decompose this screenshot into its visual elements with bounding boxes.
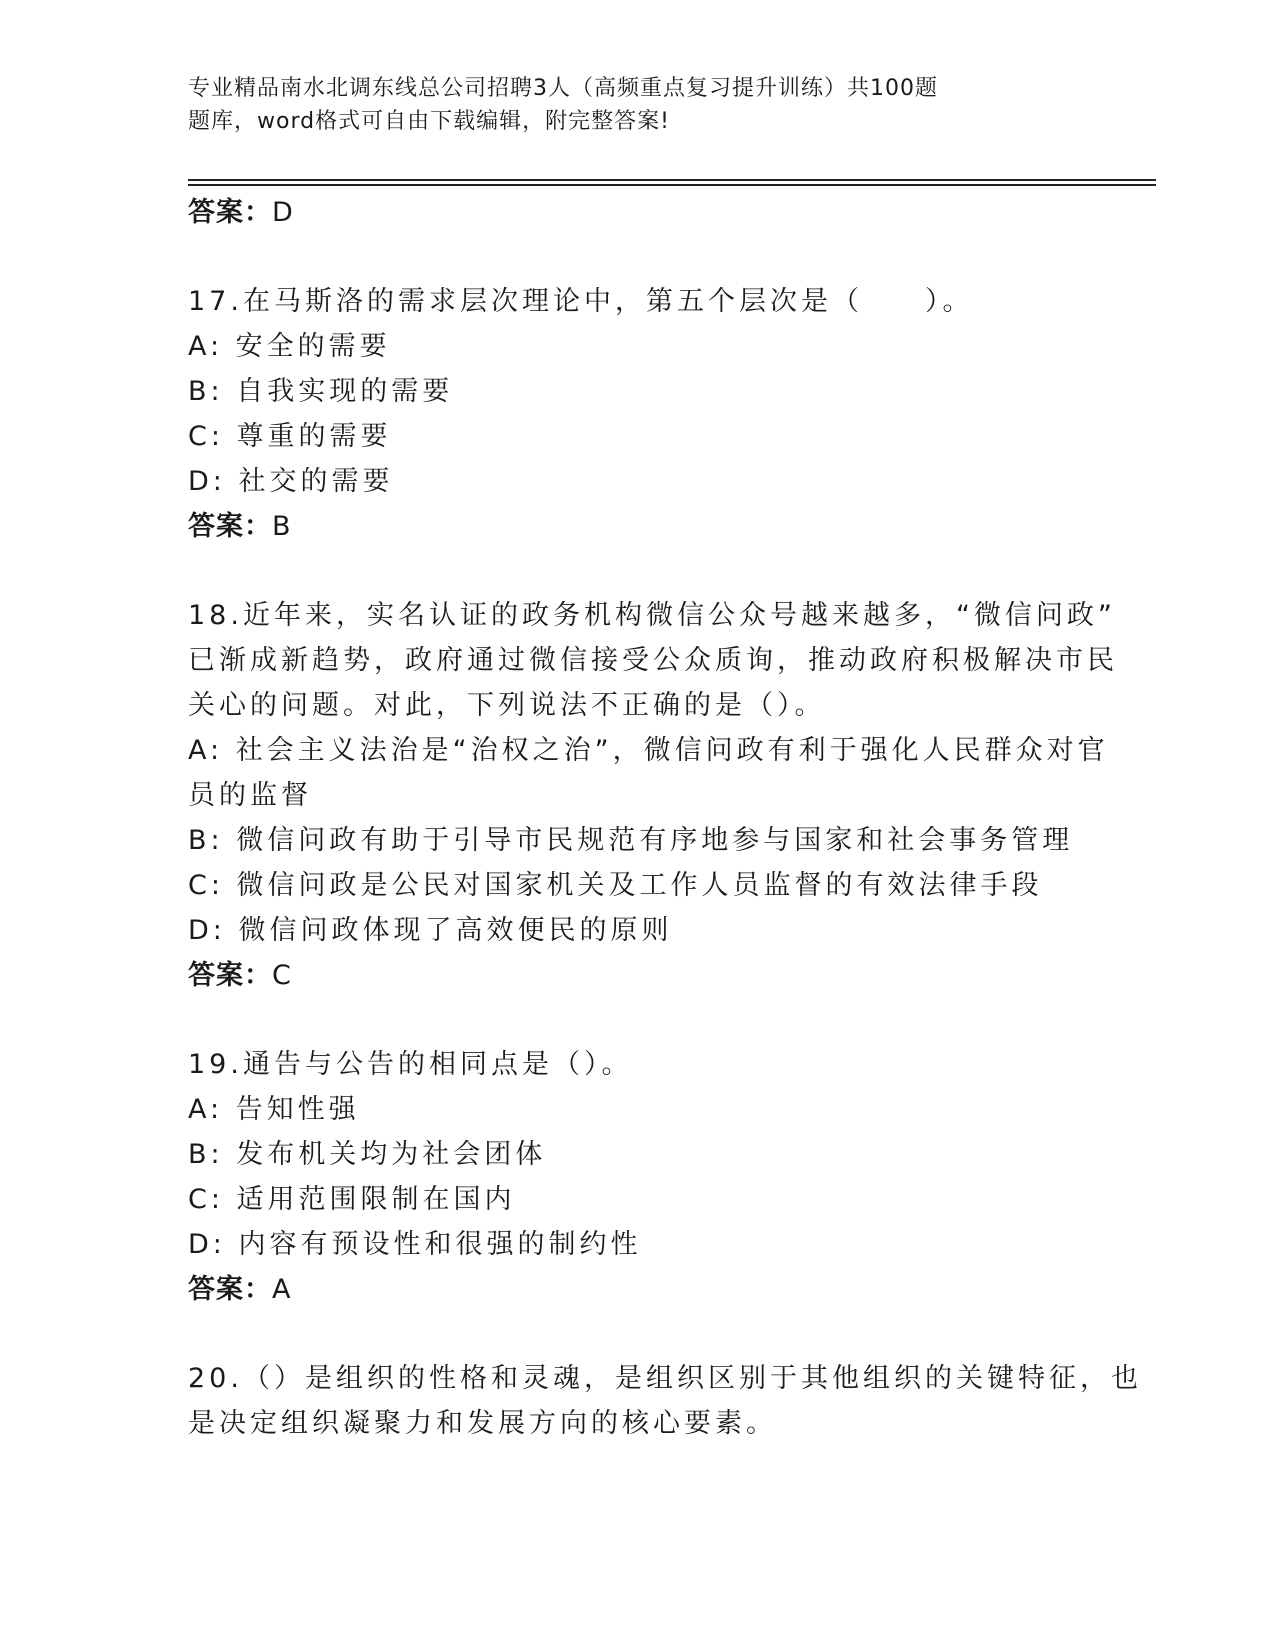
question-gap [188, 999, 1088, 1042]
answer-value: B [272, 511, 292, 542]
option-item: B: 发布机关均为社会团体 [188, 1139, 547, 1170]
question-text: 18.近年来，实名认证的政务机构微信公众号越来越多，“微信问政” [188, 600, 1116, 631]
option-item: A: 社会主义法治是“治权之治”，微信问政有利于强化人民群众对官 [188, 735, 1109, 766]
option-item: B: 自我实现的需要 [188, 376, 454, 407]
question-text: 19.通告与公告的相同点是（）。 [188, 1049, 633, 1080]
option-item: B: 微信问政有助于引导市民规范有序地参与国家和社会事务管理 [188, 825, 1074, 856]
answer-line [188, 190, 1088, 236]
option-item: D: 微信问政体现了高效便民的原则 [188, 915, 673, 946]
question-gap [188, 550, 1088, 593]
option-item: A: 安全的需要 [188, 331, 391, 362]
header-line-2: 题库，word格式可自由下载编辑，附完整答案! [188, 109, 670, 134]
answer-value: A [272, 1274, 292, 1305]
question-gap [188, 236, 1088, 279]
questions-container [188, 236, 1142, 1446]
answer-label: 答案： [188, 960, 272, 991]
option-continuation: 员的监督 [188, 780, 312, 811]
option-item: C: 微信问政是公民对国家机关及工作人员监督的有效法律手段 [188, 870, 1043, 901]
answer-label: 答案： [188, 197, 272, 228]
question-gap [188, 1313, 1088, 1356]
question-list [188, 190, 1142, 1446]
option-item: D: 社交的需要 [188, 466, 394, 497]
answer-value: C [272, 960, 292, 991]
question-text: 17.在马斯洛的需求层次理论中，第五个层次是（ ）。 [188, 286, 974, 317]
option-item: A: 告知性强 [188, 1094, 360, 1125]
answer-label: 答案： [188, 511, 272, 542]
option-item: C: 尊重的需要 [188, 421, 392, 452]
answer-line [188, 504, 1088, 550]
question-item [188, 279, 1088, 324]
option-item: D: 内容有预设性和很强的制约性 [188, 1229, 642, 1260]
document-header [188, 72, 1028, 138]
header-rule-bottom [188, 184, 1156, 186]
option-item: C: 适用范围限制在国内 [188, 1184, 516, 1215]
question-text: 关心的问题。对此，下列说法不正确的是（）。 [188, 690, 826, 721]
header-line-1: 专业精品南水北调东线总公司招聘3人（高频重点复习提升训练）共100题 [188, 76, 938, 101]
header-rule-top [188, 179, 1156, 181]
question-text: 是决定组织凝聚力和发展方向的核心要素。 [188, 1408, 777, 1439]
answer-value: D [272, 197, 294, 228]
question-text: 已渐成新趋势，政府通过微信接受公众质询，推动政府积极解决市民 [188, 645, 1118, 676]
question-item [188, 1042, 1088, 1087]
answer-line [188, 1267, 1088, 1313]
question-item [188, 593, 1118, 728]
question-item [188, 1356, 1142, 1446]
answer-label: 答案： [188, 1274, 272, 1305]
question-text: 20.（）是组织的性格和灵魂，是组织区别于其他组织的关键特征，也 [188, 1363, 1142, 1394]
answer-line [188, 953, 1088, 999]
